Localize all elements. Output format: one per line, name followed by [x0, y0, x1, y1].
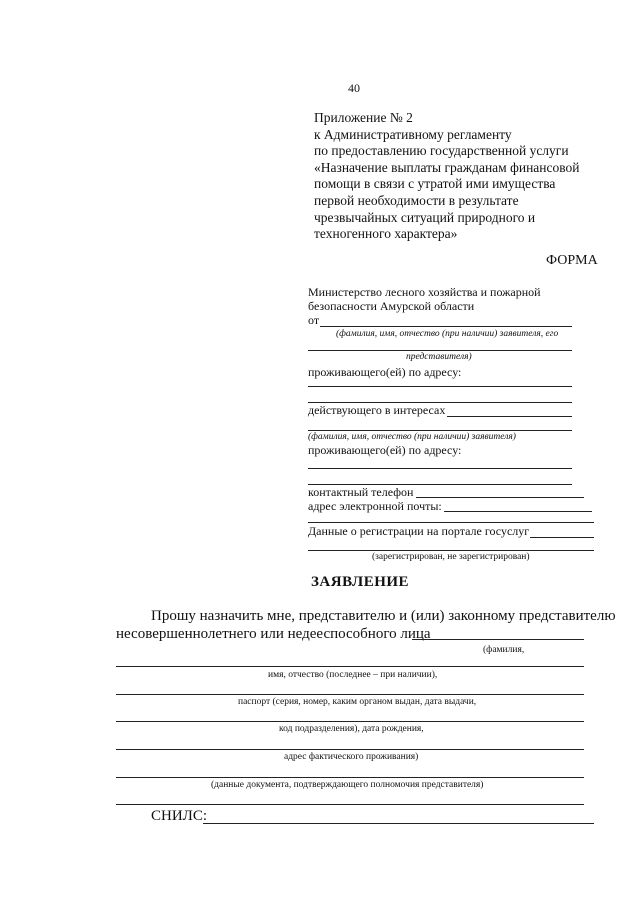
appendix-line: чрезвычайных ситуаций природного и [314, 209, 536, 225]
page-number: 40 [348, 81, 360, 95]
person-field-line[interactable] [116, 666, 584, 667]
appendix-line: техногенного характера» [314, 226, 458, 242]
form-label: ФОРМА [546, 253, 598, 268]
snils-field-line[interactable] [203, 823, 594, 824]
rep-field-line[interactable] [308, 350, 572, 351]
caption-fio-2: (фамилия, имя, отчество (при наличии) заявителя) [308, 432, 516, 442]
caption-reg: (зарегистрирован, не зарегистрирован) [372, 552, 530, 562]
ministry-line-2: безопасности Амурской области [308, 299, 475, 313]
passport-field-line[interactable] [116, 694, 584, 695]
passport-field-line[interactable] [116, 721, 584, 722]
caption-a: (фамилия, [483, 645, 525, 655]
gosuslugi-label: Данные о регистрации на портале госуслуг [308, 524, 530, 538]
acting-label: действующего в интересах [308, 403, 446, 417]
acting-field-line-2[interactable] [308, 430, 572, 431]
appendix-block [314, 110, 580, 243]
caption-c: паспорт (серия, номер, каким органом выдан, дата выдачи, [238, 697, 477, 707]
address-field-line[interactable] [116, 749, 584, 750]
email-field-line[interactable] [444, 511, 592, 512]
document-title: ЗАЯВЛЕНИЕ [311, 574, 410, 590]
authority-field-line[interactable] [116, 777, 584, 778]
address-field-line[interactable] [308, 386, 572, 387]
email-label: адрес электронной почты: [308, 499, 442, 513]
caption-e: адрес фактического проживания) [284, 752, 419, 762]
from-field-line[interactable] [320, 326, 572, 327]
appendix-line: к Административному регламенту [314, 126, 512, 142]
extra-field-line[interactable] [308, 522, 594, 523]
appendix-line: помощи в связи с утратой ими имущества [314, 176, 556, 192]
gosuslugi-field-line[interactable] [530, 537, 594, 538]
acting-field-line[interactable] [447, 416, 572, 417]
body-line-1: Прошу назначить мне, представителю и (или) законному представителю [151, 608, 616, 624]
authority-field-line-2[interactable] [116, 804, 584, 805]
from-label: от [308, 313, 320, 327]
gosuslugi-field-line-2[interactable] [308, 550, 594, 551]
residing-label-2: проживающего(ей) по адресу: [308, 443, 462, 457]
address-field-line[interactable] [308, 468, 572, 469]
appendix-line: Приложение № 2 [314, 110, 413, 125]
appendix-line: первой необходимости в результате [314, 192, 519, 208]
phone-field-line[interactable] [416, 497, 584, 498]
caption-f: (данные документа, подтверждающего полномочия представителя) [211, 780, 484, 790]
caption-fio: (фамилия, имя, отчество (при наличии) заявителя, его [336, 329, 559, 339]
caption-rep: представителя) [406, 352, 472, 362]
ministry-line-1: Министерство лесного хозяйства и пожарной [308, 285, 541, 299]
caption-b: имя, отчество (последнее – при наличии), [268, 670, 438, 680]
appendix-line: по предоставлению государственной услуги [314, 143, 569, 159]
residing-label-1: проживающего(ей) по адресу: [308, 365, 462, 379]
caption-d: код подразделения), дата рождения, [279, 724, 424, 734]
snils-label: СНИЛС: [151, 808, 208, 824]
appendix-line: «Назначение выплаты гражданам финансовой [314, 159, 580, 175]
body-line-2: несовершеннолетнего или недееспособного лица [116, 626, 431, 642]
person-field-line[interactable] [412, 639, 584, 640]
phone-label: контактный телефон [308, 485, 414, 499]
